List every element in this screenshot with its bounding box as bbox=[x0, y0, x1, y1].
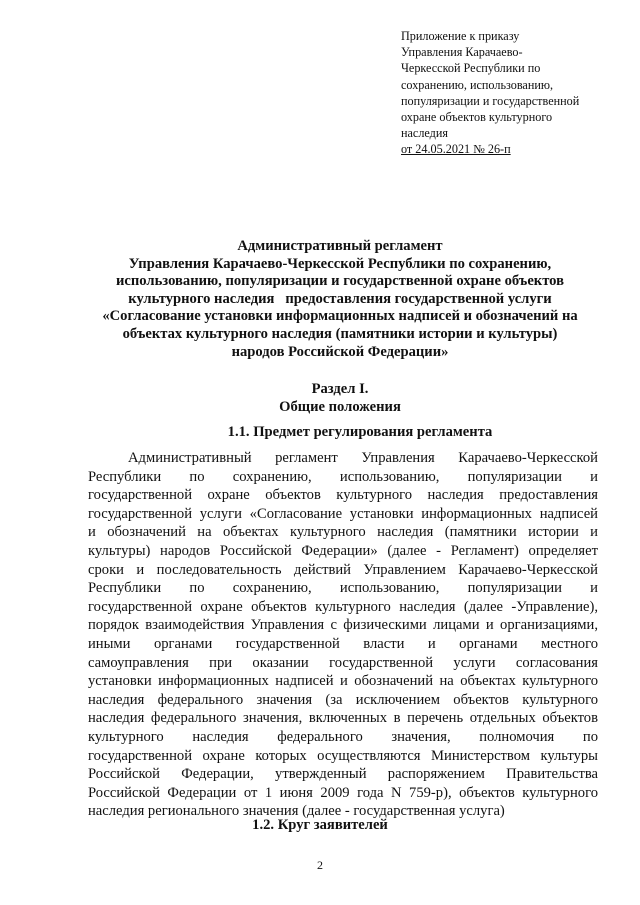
document-title bbox=[80, 238, 600, 361]
appendix-line: Черкесской Республики по bbox=[401, 61, 541, 76]
section-heading bbox=[160, 381, 520, 416]
title-line: Административный регламент bbox=[237, 238, 443, 254]
paragraph-line: Республики по сохранению, использованию, популяризации и bbox=[88, 468, 598, 485]
appendix-line: Приложение к приказу bbox=[401, 29, 520, 43]
title-line: народов Российской Федерации» bbox=[231, 343, 449, 360]
subsection-heading: 1.2. Круг заявителей bbox=[252, 817, 388, 833]
paragraph-line: культуры) народов Российской Федерации» (далее - Регламент) определяет bbox=[88, 542, 598, 559]
paragraph-line: установки информационных надписей и обозначений на объектах культурного bbox=[88, 673, 598, 690]
appendix-line: Управления Карачаево- bbox=[401, 45, 523, 60]
paragraph-line: государственной охране объектов культурного наследия предоставления bbox=[88, 487, 598, 504]
body-paragraph bbox=[88, 449, 598, 821]
paragraph-line: культурного наследия федерального значения, полномочия по bbox=[88, 728, 598, 745]
paragraph-line: Российской Федерации от 1 июня 2009 года N 759-р), объектов культурного bbox=[88, 784, 598, 801]
paragraph-line: Республики по сохранению, использованию, популяризации и bbox=[88, 580, 598, 597]
paragraph-line: Российской Федерации, утвержденный распоряжением Правительства bbox=[88, 766, 598, 783]
appendix-line: популяризации и государственной bbox=[401, 93, 580, 108]
title-line: «Согласование установки информационных надписей и обозначений на bbox=[102, 308, 578, 325]
paragraph-line: наследия федерального значения (за исключением объектов культурного bbox=[88, 691, 598, 708]
appendix-line: сохранению, использованию, bbox=[401, 77, 554, 92]
title-line: Управления Карачаево-Черкесской Республики по сохранению, bbox=[128, 255, 552, 272]
paragraph-line: Административный регламент Управления Карачаево-Черкесской bbox=[128, 450, 598, 466]
title-line: объектах культурного наследия (памятники истории и культуры) bbox=[122, 325, 558, 342]
paragraph-line: государственной охране объектов культурного наследия (далее -Управление), bbox=[88, 598, 598, 615]
title-line: использованию, популяризации и государственной охране объектов bbox=[116, 273, 564, 290]
paragraph-line: государственной охране которых осуществляются Министерством культуры bbox=[88, 747, 598, 764]
subsection-heading: 1.1. Предмет регулирования регламента bbox=[227, 424, 493, 440]
appendix-line: охране объектов культурного bbox=[401, 110, 553, 125]
order-date-number: от 24.05.2021 № 26-п bbox=[401, 142, 511, 157]
title-line: культурного наследия предоставления государственной услуги bbox=[128, 290, 552, 307]
paragraph-line: сроки и последовательность действий Управлением Карачаево-Черкесской bbox=[88, 561, 598, 578]
paragraph-line: иными органами государственной власти и органами местного bbox=[88, 635, 598, 652]
paragraph-line: самоуправления при оказании государственной услуги согласования bbox=[88, 654, 598, 671]
appendix-line: наследия bbox=[401, 126, 449, 141]
paragraph-line: порядок взаимодействия Управления с физическими лицами и организациями, bbox=[88, 617, 598, 634]
appendix-note bbox=[401, 28, 611, 158]
paragraph-line: наследия федерального значения, включенных в перечень отдельных объектов bbox=[88, 710, 598, 727]
page-number: 2 bbox=[317, 858, 323, 872]
paragraph-line: государственной услуги «Согласование установки информационных надписей bbox=[88, 505, 598, 522]
paragraph-line: наследия регионального значения (далее - государственная услуга) bbox=[88, 803, 505, 820]
section-number: Раздел I. bbox=[311, 381, 369, 397]
paragraph-line: и обозначений на объектах культурного наследия (памятники истории и bbox=[88, 524, 598, 541]
section-name: Общие положения bbox=[279, 398, 401, 415]
